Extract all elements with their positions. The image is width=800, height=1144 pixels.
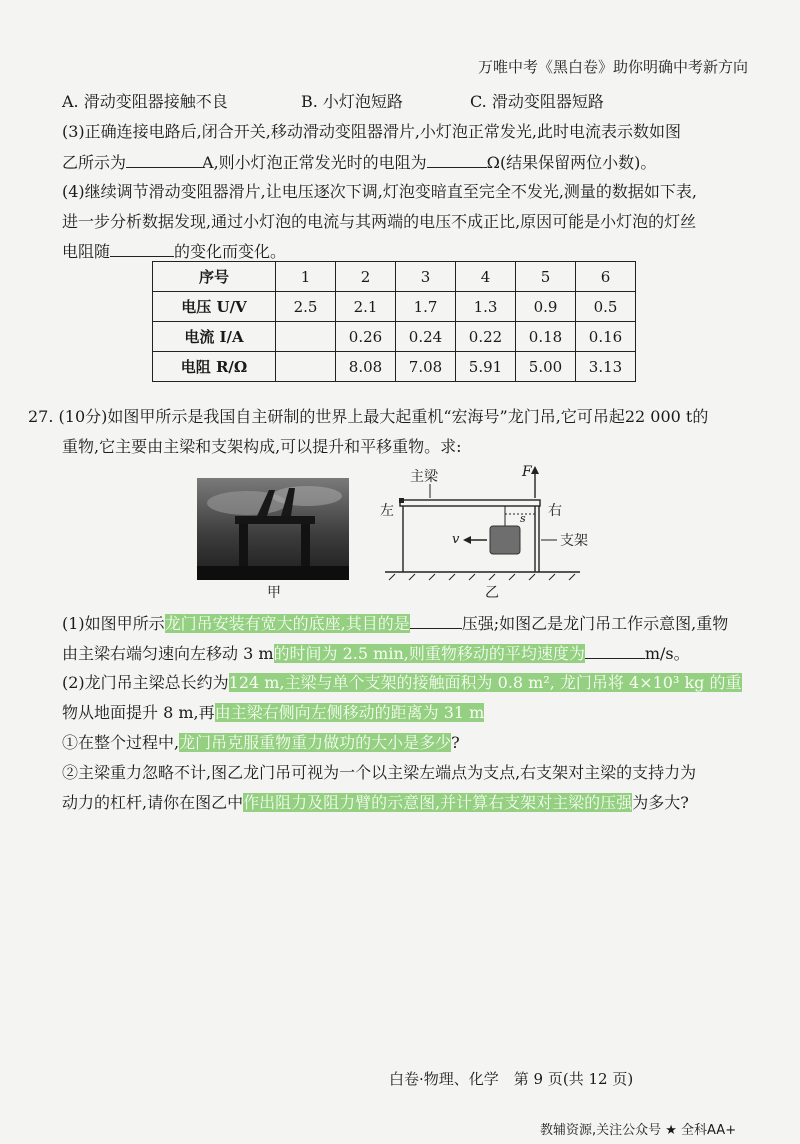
table-cell: 0.16 bbox=[576, 322, 636, 352]
table-cell: 1.3 bbox=[456, 292, 516, 322]
option-c: C. 滑动变阻器短路 bbox=[470, 92, 604, 111]
q27-part2-text7: ? bbox=[451, 733, 460, 752]
table-cell: 0.24 bbox=[396, 322, 456, 352]
q26-part4-text2: 的变化而变化。 bbox=[174, 242, 287, 261]
option-a: A. 滑动变阻器接触不良 bbox=[62, 92, 228, 111]
table-header-cell: 1 bbox=[276, 262, 336, 292]
answer-blank-pressure[interactable] bbox=[410, 612, 462, 629]
figure-caption-a: 甲 bbox=[267, 585, 281, 601]
table-row bbox=[153, 322, 636, 352]
table-header-cell: 2 bbox=[336, 262, 396, 292]
answer-blank-factor[interactable] bbox=[110, 240, 174, 257]
table-cell: 8.08 bbox=[336, 352, 396, 382]
q26-part4-line1: (4)继续调节滑动变阻器滑片,让电压逐次下调,灯泡变暗直至完全不发光,测量的数据如下表, bbox=[62, 182, 698, 201]
table-header-cell: 序号 bbox=[153, 262, 276, 292]
table-cell: 电压 U/V bbox=[153, 292, 276, 322]
table-cell: 2.1 bbox=[336, 292, 396, 322]
measurement-table bbox=[152, 261, 636, 382]
table-header-cell: 6 bbox=[576, 262, 636, 292]
table-cell: 电流 I/A bbox=[153, 322, 276, 352]
table-cell: 0.5 bbox=[576, 292, 636, 322]
q27-intro-line1: 27. (10分)如图甲所示是我国自主研制的世界上最大起重机“宏海号”龙门吊,它可吊起22 000 t的 bbox=[28, 407, 709, 426]
q27-part2-text8: 动力的杠杆,请你在图乙中 bbox=[62, 793, 244, 812]
highlight-text: 龙门吊安装有宽大的底座,其目的是 bbox=[164, 614, 410, 633]
table-header-cell: 5 bbox=[516, 262, 576, 292]
table-row bbox=[153, 292, 636, 322]
option-b: B. 小灯泡短路 bbox=[301, 92, 403, 111]
q27-part2-line2 bbox=[62, 702, 484, 724]
q27-part2-text3: 物从地面提升 8 m,再 bbox=[62, 703, 215, 722]
label-force-f: F bbox=[522, 464, 532, 480]
table-cell: 1.7 bbox=[396, 292, 456, 322]
figure-caption-b: 乙 bbox=[485, 585, 499, 601]
table-cell: 0.26 bbox=[336, 322, 396, 352]
table-cell: 0.18 bbox=[516, 322, 576, 352]
table-cell-blank[interactable] bbox=[276, 352, 336, 382]
bottom-note: 教辅资源,关注公众号 ★ 全科AA+ bbox=[540, 1123, 737, 1138]
table-cell-blank[interactable] bbox=[276, 322, 336, 352]
q26-part3-text2: A,则小灯泡正常发光时的电阻为 bbox=[202, 153, 427, 172]
answer-blank-resistance[interactable] bbox=[427, 151, 487, 168]
table-row bbox=[153, 352, 636, 382]
table-cell: 3.13 bbox=[576, 352, 636, 382]
page-footer: 白卷·物理、化学 第 9 页(共 12 页) bbox=[389, 1070, 634, 1088]
highlight-text: 龙门吊克服重物重力做功的大小是多少 bbox=[179, 733, 452, 752]
table-header-cell: 4 bbox=[456, 262, 516, 292]
highlight-text: 由主梁右侧向左侧移动的距离为 31 m bbox=[214, 703, 485, 722]
table-cell: 0.22 bbox=[456, 322, 516, 352]
table-header-row bbox=[153, 262, 636, 292]
q27-part2-line3 bbox=[62, 732, 460, 754]
q27-intro-line2: 重物,它主要由主梁和支架构成,可以提升和平移重物。求: bbox=[62, 437, 462, 456]
q27-part2-text10: 为多大? bbox=[632, 793, 689, 812]
label-velocity-v: v bbox=[452, 532, 460, 547]
q26-part3-line2 bbox=[62, 151, 656, 174]
q27-part1-line1 bbox=[62, 612, 728, 635]
label-distance-s: s bbox=[520, 512, 526, 525]
highlight-text: 的时间为 2.5 min,则重物移动的平均速度为 bbox=[273, 644, 585, 663]
q26-part4-text1: 电阻随 bbox=[62, 242, 111, 261]
q27-part2-text5: ①在整个过程中, bbox=[62, 733, 180, 752]
q27-part1-line2 bbox=[62, 642, 690, 665]
table-cell: 电阻 R/Ω bbox=[153, 352, 276, 382]
highlight-text: 作出阻力及阻力臂的示意图,并计算右支架对主梁的压强 bbox=[243, 793, 633, 812]
label-support: 支架 bbox=[560, 533, 588, 549]
q26-part4-line2: 进一步分析数据发现,通过小灯泡的电流与其两端的电压不成正比,原因可能是小灯泡的灯丝 bbox=[62, 212, 697, 231]
q27-part2-line4: ②主梁重力忽略不计,图乙龙门吊可视为一个以主梁左端点为支点,右支架对主梁的支持力为 bbox=[62, 763, 697, 782]
answer-blank-speed[interactable] bbox=[585, 642, 645, 659]
q27-part2-text1: (2)龙门吊主梁总长约为 bbox=[62, 673, 229, 692]
label-main-beam: 主梁 bbox=[410, 469, 438, 485]
q27-part1-text6: m/s。 bbox=[644, 644, 690, 663]
label-right: 右 bbox=[548, 503, 562, 519]
answer-blank-current[interactable] bbox=[126, 151, 202, 168]
q27-part2-line5 bbox=[62, 792, 689, 814]
page-header: 万唯中考《黑白卷》助你明确中考新方向 bbox=[478, 58, 749, 76]
q27-part1-text1: (1)如图甲所示 bbox=[62, 614, 165, 633]
q26-part3-line1: (3)正确连接电路后,闭合开关,移动滑动变阻器滑片,小灯泡正常发光,此时电流表示数如图 bbox=[62, 122, 682, 141]
table-cell: 7.08 bbox=[396, 352, 456, 382]
gantry-crane-photo bbox=[197, 478, 349, 580]
q26-part3-text1: 乙所示为 bbox=[62, 153, 127, 172]
q26-part3-text3: Ω(结果保留两位小数)。 bbox=[486, 153, 657, 172]
label-left: 左 bbox=[380, 503, 394, 519]
q27-part1-text4: 由主梁右端匀速向左移动 3 m bbox=[62, 644, 274, 663]
q27-part1-text3: 压强;如图乙是龙门吊工作示意图,重物 bbox=[461, 614, 729, 633]
table-cell: 2.5 bbox=[276, 292, 336, 322]
table-header-cell: 3 bbox=[396, 262, 456, 292]
table-cell: 0.9 bbox=[516, 292, 576, 322]
highlight-text: 124 m,主梁与单个支架的接触面积为 0.8 m², 龙门吊将 4×10³ kg 的重 bbox=[228, 673, 742, 692]
q27-part2-line1 bbox=[62, 672, 742, 694]
table-cell: 5.91 bbox=[456, 352, 516, 382]
q26-part4-line3 bbox=[62, 240, 286, 263]
table-cell: 5.00 bbox=[516, 352, 576, 382]
